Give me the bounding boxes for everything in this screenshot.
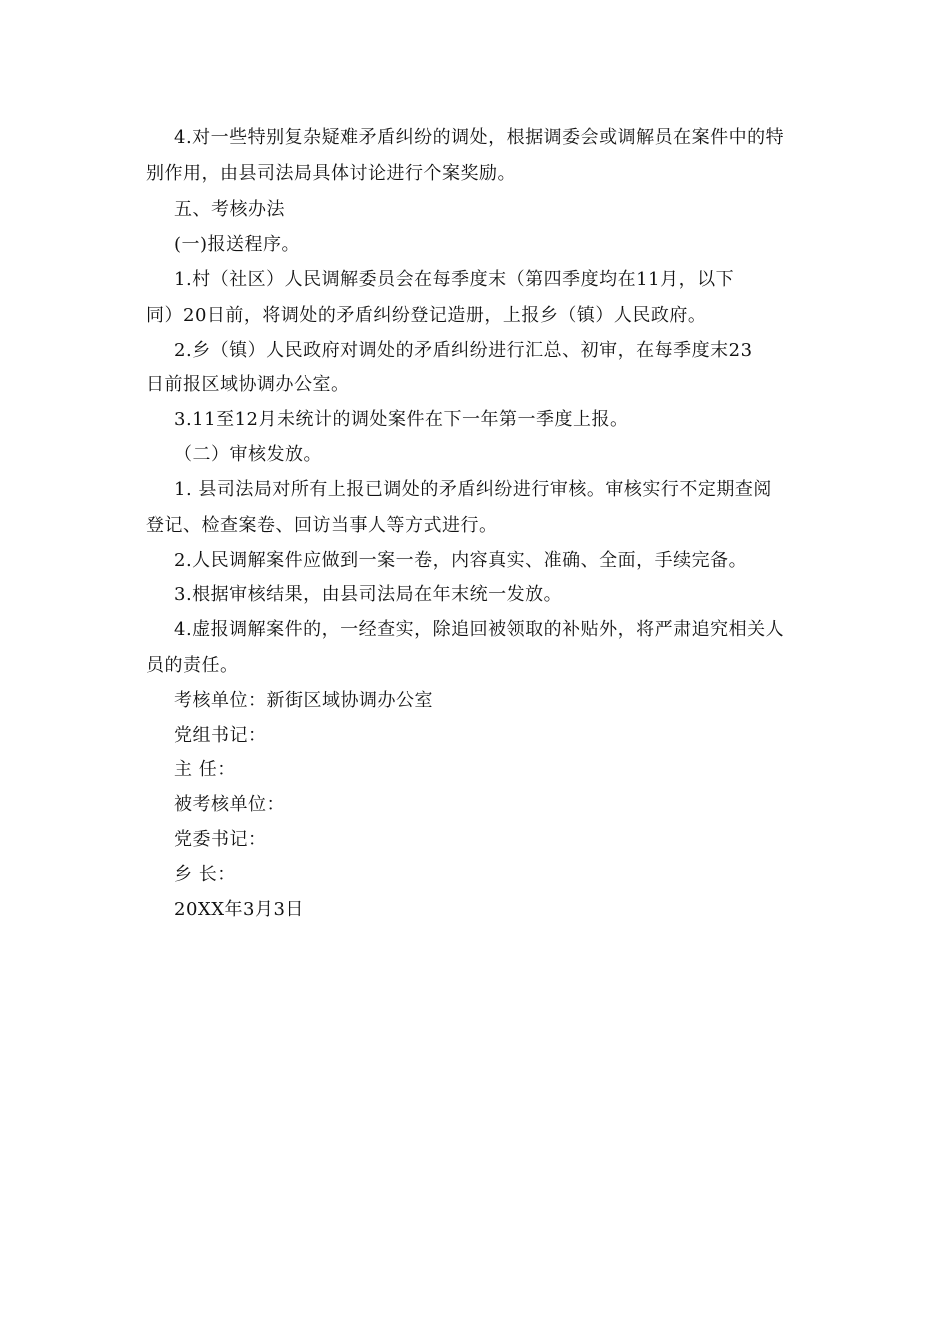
paragraph-item-4-line-1: 4.对一些特别复杂疑难矛盾纠纷的调处，根据调委会或调解员在案件中的特 <box>174 127 785 148</box>
paragraph-item-4-line-2: 别作用，由县司法局具体讨论进行个案奖励。 <box>146 163 516 184</box>
review-step-1-line-2: 登记、检查案卷、回访当事人等方式进行。 <box>146 515 498 536</box>
submission-step-1-line-1: 1.村（社区）人民调解委员会在每季度末（第四季度均在11月，以下 <box>174 269 735 290</box>
assessed-unit: 被考核单位： <box>174 794 285 815</box>
review-step-2: 2.人民调解案件应做到一案一卷，内容真实、准确、全面，手续完备。 <box>174 550 748 571</box>
review-step-3: 3.根据审核结果，由县司法局在年末统一发放。 <box>174 584 563 605</box>
review-step-1-line-1: 1. 县司法局对所有上报已调处的矛盾纠纷进行审核。审核实行不定期查阅 <box>174 479 772 500</box>
submission-step-2-line-2: 日前报区域协调办公室。 <box>146 374 350 395</box>
party-secretary-signature: 党组书记： <box>174 725 267 746</box>
review-step-4-line-1: 4.虚报调解案件的，一经查实，除追回被领取的补贴外，将严肃追究相关人 <box>174 619 785 640</box>
submission-step-1-line-2: 同）20日前，将调处的矛盾纠纷登记造册，上报乡（镇）人民政府。 <box>146 305 707 326</box>
document-date: 20XX年3月3日 <box>174 899 304 920</box>
review-step-4-line-2: 员的责任。 <box>146 655 239 676</box>
party-committee-secretary-signature: 党委书记： <box>174 829 267 850</box>
subsection-heading-2: （二）审核发放。 <box>174 444 322 465</box>
submission-step-3: 3.11至12月未统计的调处案件在下一年第一季度上报。 <box>174 409 629 430</box>
submission-step-2-line-1: 2.乡（镇）人民政府对调处的矛盾纠纷进行汇总、初审，在每季度末23 <box>174 340 753 361</box>
assessing-unit: 考核单位：新街区域协调办公室 <box>174 690 433 711</box>
township-head-signature: 乡 长： <box>174 864 236 885</box>
section-heading-5: 五、考核办法 <box>174 199 285 220</box>
director-signature: 主 任： <box>174 759 236 780</box>
subsection-heading-1: (一)报送程序。 <box>174 234 301 255</box>
